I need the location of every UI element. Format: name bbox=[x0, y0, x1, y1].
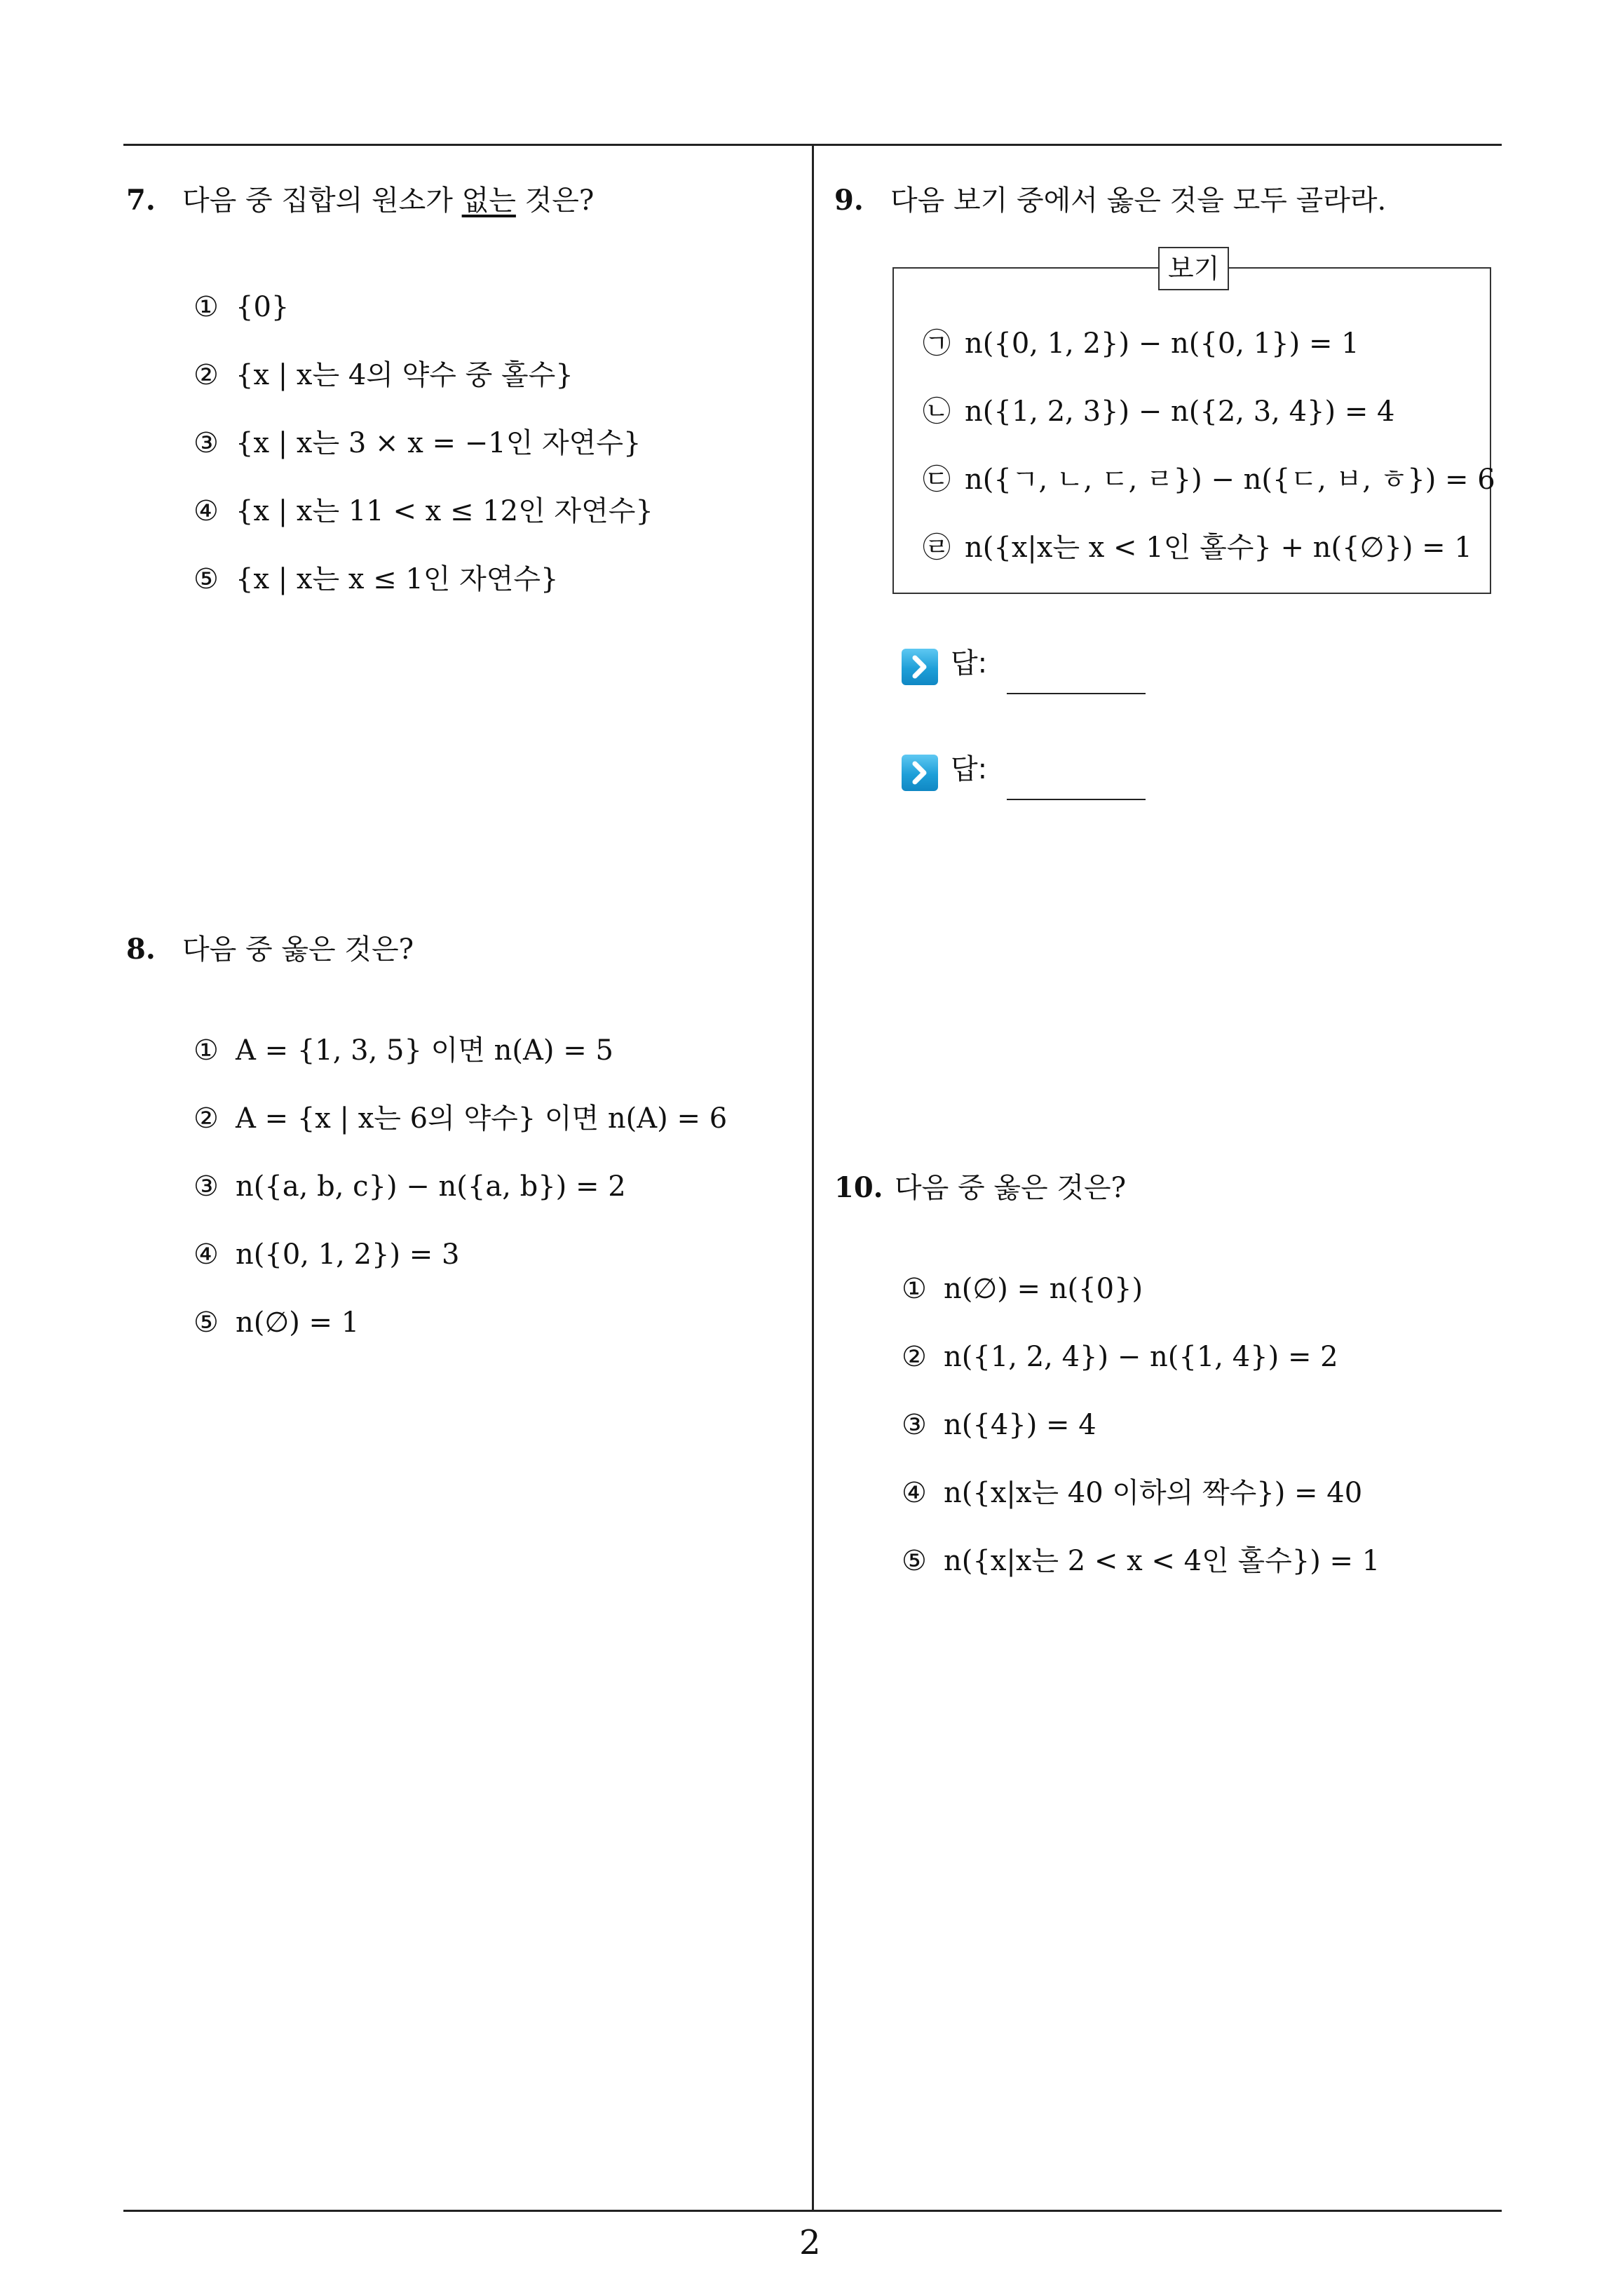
bogi-item-4: ㉣ n({x|x는 x < 1인 홀수} + n({∅}) = 1 bbox=[923, 532, 1472, 564]
question-number: 7. bbox=[126, 184, 156, 217]
q7-option-3[interactable]: ③ {x | x는 3 × x = −1인 자연수} bbox=[193, 427, 641, 459]
chevron-right-icon bbox=[902, 649, 938, 685]
page-number: 2 bbox=[799, 2223, 821, 2262]
q10-option-5[interactable]: ⑤ n({x|x는 2 < x < 4인 홀수}) = 1 bbox=[902, 1545, 1380, 1577]
question-number: 9. bbox=[834, 184, 864, 217]
q7-option-5[interactable]: ⑤ {x | x는 x ≤ 1인 자연수} bbox=[193, 563, 559, 595]
question-8-prompt bbox=[126, 930, 414, 969]
q7-option-1[interactable]: ① {0} bbox=[193, 291, 290, 323]
q7-option-2[interactable]: ② {x | x는 4의 약수 중 홀수} bbox=[193, 359, 573, 391]
question-9-prompt bbox=[834, 181, 1386, 220]
q10-option-4[interactable]: ④ n({x|x는 40 이하의 짝수}) = 40 bbox=[902, 1477, 1363, 1509]
bottom-rule bbox=[123, 2210, 1502, 2212]
column-divider bbox=[812, 144, 814, 2211]
bogi-item-3: ㉢ n({ㄱ, ㄴ, ㄷ, ㄹ}) − n({ㄷ, ㅂ, ㅎ}) = 6 bbox=[923, 464, 1495, 496]
question-10-prompt bbox=[834, 1168, 1126, 1208]
q8-option-1[interactable]: ① A = {1, 3, 5} 이면 n(A) = 5 bbox=[193, 1034, 613, 1067]
q8-option-3[interactable]: ③ n({a, b, c}) − n({a, b}) = 2 bbox=[193, 1170, 626, 1203]
question-text: 다음 보기 중에서 옳은 것을 모두 골라라. bbox=[890, 184, 1387, 217]
bogi-label: 보기 bbox=[1158, 247, 1229, 290]
question-number: 8. bbox=[126, 933, 156, 966]
question-text: 다음 중 옳은 것은? bbox=[182, 933, 414, 966]
underlined-word: 없는 bbox=[461, 184, 516, 217]
bogi-item-1: ㉠ n({0, 1, 2}) − n({0, 1}) = 1 bbox=[923, 327, 1359, 360]
answer-blank[interactable] bbox=[1007, 799, 1146, 800]
q8-option-2[interactable]: ② A = {x | x는 6의 약수} 이면 n(A) = 6 bbox=[193, 1102, 728, 1135]
chevron-right-icon bbox=[902, 755, 938, 791]
bogi-item-2: ㉡ n({1, 2, 3}) − n({2, 3, 4}) = 4 bbox=[923, 396, 1395, 428]
answer-label: 답: bbox=[951, 753, 988, 785]
question-7-prompt bbox=[126, 181, 594, 220]
answer-blank[interactable] bbox=[1007, 693, 1146, 694]
q8-option-5[interactable]: ⑤ n(∅) = 1 bbox=[193, 1306, 360, 1339]
q10-option-1[interactable]: ① n(∅) = n({0}) bbox=[902, 1273, 1143, 1305]
q10-option-2[interactable]: ② n({1, 2, 4}) − n({1, 4}) = 2 bbox=[902, 1341, 1338, 1373]
q8-option-4[interactable]: ④ n({0, 1, 2}) = 3 bbox=[193, 1238, 460, 1271]
answer-label: 답: bbox=[951, 647, 988, 680]
question-text: 다음 중 집합의 원소가 없는 것은? bbox=[182, 184, 595, 217]
q7-option-4[interactable]: ④ {x | x는 11 < x ≤ 12인 자연수} bbox=[193, 495, 653, 527]
question-text: 다음 중 옳은 것은? bbox=[895, 1172, 1127, 1204]
q10-option-3[interactable]: ③ n({4}) = 4 bbox=[902, 1409, 1096, 1441]
question-number: 10. bbox=[834, 1171, 883, 1204]
